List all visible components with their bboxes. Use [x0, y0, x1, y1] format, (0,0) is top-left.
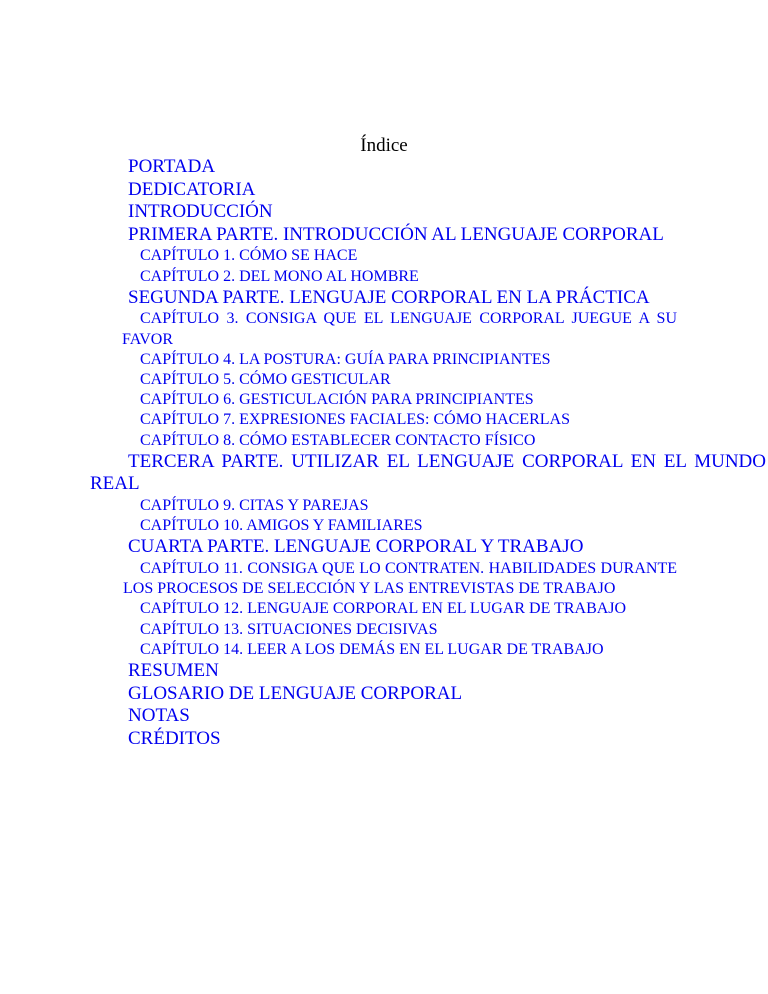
toc-link-primera-parte[interactable]: PRIMERA PARTE. INTRODUCCIÓN AL LENGUAJE CORPORAL — [128, 223, 664, 245]
toc-link-notas[interactable]: NOTAS — [128, 705, 190, 727]
toc-link-glosario[interactable]: GLOSARIO DE LENGUAJE CORPORAL — [128, 682, 463, 704]
toc-link-capitulo-14[interactable]: CAPÍTULO 14. LEER A LOS DEMÁS EN EL LUGAR DE TRABAJO — [140, 640, 604, 658]
toc-link-capitulo-3[interactable]: CAPÍTULO 3. CONSIGA QUE EL LENGUAJE CORPORAL JUEGUE A SU FAVOR — [122, 310, 677, 348]
toc-link-capitulo-9[interactable]: CAPÍTULO 9. CITAS Y PAREJAS — [140, 496, 369, 514]
page-title: Índice — [360, 135, 408, 156]
toc-link-capitulo-11[interactable]: CAPÍTULO 11. CONSIGA QUE LO CONTRATEN. HABILIDADES DURANTE LOS PROCESOS DE SELECCIÓN Y LAS ENTREVISTAS DE TRABAJO — [123, 559, 677, 598]
toc-link-capitulo-12[interactable]: CAPÍTULO 12. LENGUAJE CORPORAL EN EL LUGAR DE TRABAJO — [140, 600, 627, 618]
toc-link-capitulo-8[interactable]: CAPÍTULO 8. CÓMO ESTABLECER CONTACTO FÍSICO — [140, 431, 536, 449]
toc-link-dedicatoria[interactable]: DEDICATORIA — [128, 178, 256, 200]
toc-link-capitulo-4[interactable]: CAPÍTULO 4. LA POSTURA: GUÍA PARA PRINCIPIANTES — [140, 350, 551, 368]
toc-link-capitulo-2[interactable]: CAPÍTULO 2. DEL MONO AL HOMBRE — [140, 267, 419, 285]
toc-link-capitulo-7[interactable]: CAPÍTULO 7. EXPRESIONES FACIALES: CÓMO HACERLAS — [140, 411, 570, 429]
table-of-contents — [0, 156, 768, 750]
toc-link-tercera-parte[interactable]: TERCERA PARTE. UTILIZAR EL LENGUAJE CORPORAL EN EL MUNDO REAL — [90, 450, 766, 495]
toc-link-creditos[interactable]: CRÉDITOS — [128, 727, 221, 749]
toc-link-portada[interactable]: PORTADA — [128, 156, 216, 177]
toc-link-capitulo-13[interactable]: CAPÍTULO 13. SITUACIONES DECISIVAS — [140, 620, 438, 638]
toc-link-introduccion[interactable]: INTRODUCCIÓN — [128, 201, 273, 223]
toc-link-segunda-parte[interactable]: SEGUNDA PARTE. LENGUAJE CORPORAL EN LA PRÁCTICA — [128, 286, 650, 308]
toc-link-resumen[interactable]: RESUMEN — [128, 660, 219, 681]
toc-link-capitulo-5[interactable]: CAPÍTULO 5. CÓMO GESTICULAR — [140, 370, 391, 388]
toc-link-capitulo-1[interactable]: CAPÍTULO 1. CÓMO SE HACE — [140, 247, 358, 265]
toc-link-capitulo-6[interactable]: CAPÍTULO 6. GESTICULACIÓN PARA PRINCIPIANTES — [140, 391, 534, 409]
toc-link-capitulo-10[interactable]: CAPÍTULO 10. AMIGOS Y FAMILIARES — [140, 517, 423, 535]
toc-link-cuarta-parte[interactable]: CUARTA PARTE. LENGUAJE CORPORAL Y TRABAJO — [128, 536, 584, 558]
